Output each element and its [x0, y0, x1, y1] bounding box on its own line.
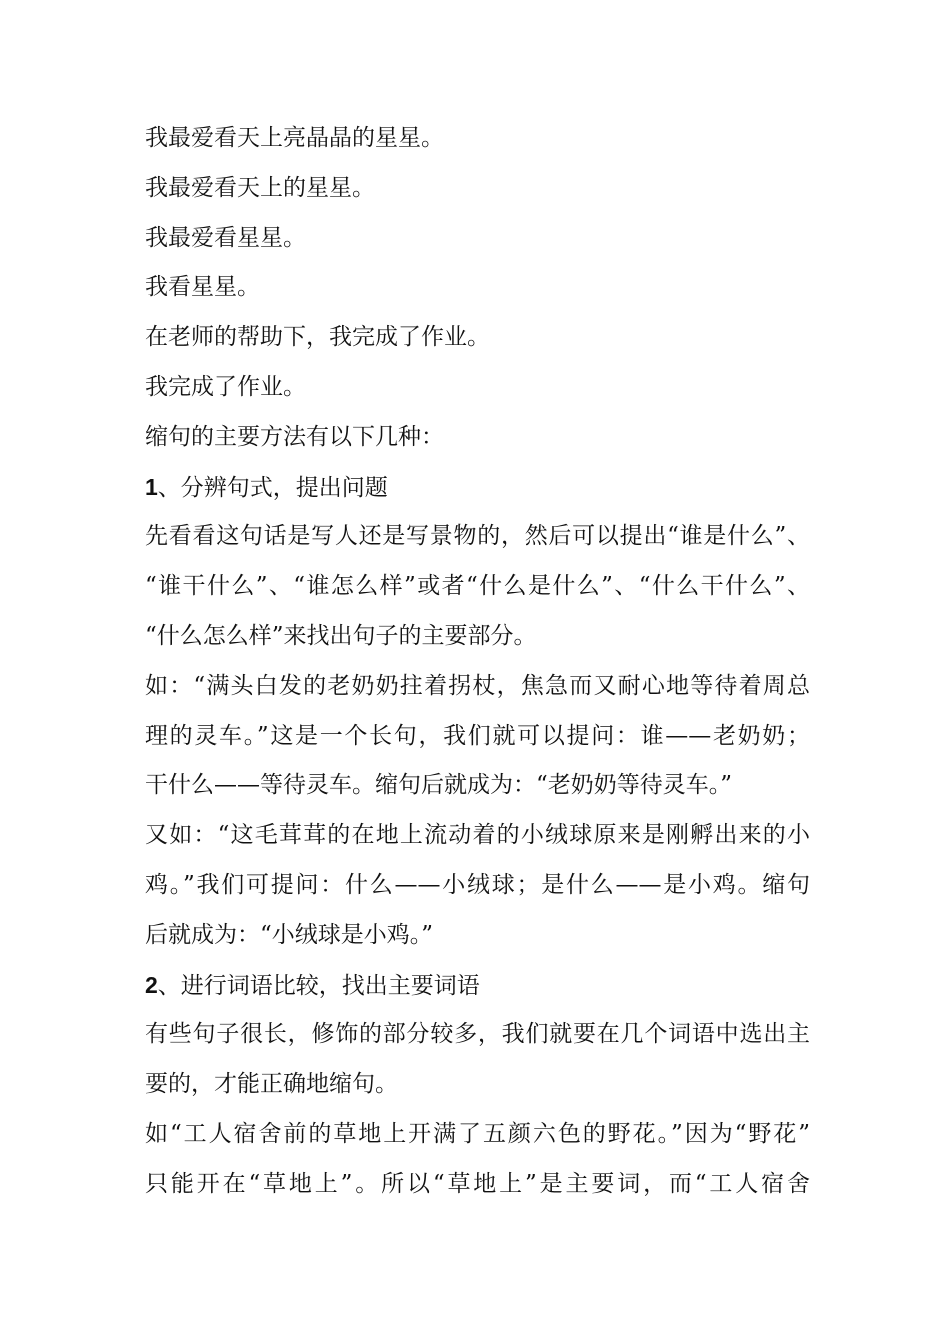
- section-number: 2: [145, 971, 158, 998]
- paragraph-line: 又如：“这毛茸茸的在地上流动着的小绒球原来是刚孵出来的小: [145, 822, 810, 849]
- example-sentence: 我看星星。: [145, 274, 260, 301]
- example-sentence: 我完成了作业。: [145, 373, 306, 400]
- section-number: 1: [145, 473, 158, 500]
- paragraph-line: 鸡。”我们可提问：什么——小绒球；是什么——是小鸡。缩句: [145, 871, 810, 898]
- methods-intro: 缩句的主要方法有以下几种：: [145, 423, 444, 450]
- example-sentence: 在老师的帮助下，我完成了作业。: [145, 324, 490, 351]
- paragraph-line: 如“工人宿舍前的草地上开满了五颜六色的野花。”因为“野花”: [145, 1120, 810, 1147]
- example-sentence: 我最爱看天上的星星。: [145, 174, 375, 201]
- paragraph-line: “什么怎么样”来找出句子的主要部分。: [145, 622, 537, 649]
- paragraph-line: 理的灵车。”这是一个长句，我们就可以提问：谁——老奶奶；: [145, 722, 810, 749]
- paragraph-line: 要的，才能正确地缩句。: [145, 1071, 398, 1098]
- example-sentence: 我最爱看星星。: [145, 224, 306, 251]
- paragraph-line: 先看看这句话是写人还是写景物的，然后可以提出“谁是什么”、: [145, 523, 810, 550]
- paragraph-line: 如：“满头白发的老奶奶拄着拐杖，焦急而又耐心地等待着周总: [145, 672, 810, 699]
- document-body: [145, 114, 810, 1210]
- section-heading-1: [145, 463, 810, 513]
- paragraph-line: “谁干什么”、“谁怎么样”或者“什么是什么”、“什么干什么”、: [145, 573, 810, 600]
- paragraph-line: 只能开在“草地上”。所以“草地上”是主要词，而“工人宿舍: [145, 1170, 810, 1197]
- section-heading-2: [145, 961, 810, 1011]
- section-title: 、进行词语比较，找出主要词语: [157, 972, 480, 999]
- paragraph-line: 有些句子很长，修饰的部分较多，我们就要在几个词语中选出主: [145, 1021, 810, 1048]
- paragraph-line: 干什么——等待灵车。缩句后就成为：“老奶奶等待灵车。”: [145, 772, 733, 799]
- example-sentence: 我最爱看天上亮晶晶的星星。: [145, 125, 444, 151]
- section-title: 、分辨句式，提出问题: [157, 474, 388, 501]
- paragraph-line: 后就成为：“小绒球是小鸡。”: [145, 921, 434, 948]
